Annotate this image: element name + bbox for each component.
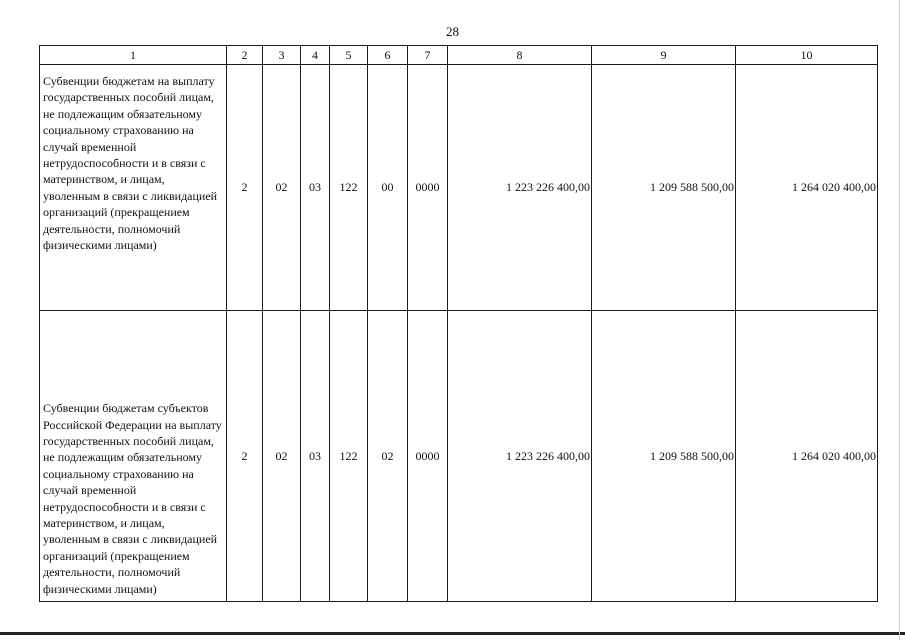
column-header-6: 6 xyxy=(368,46,408,65)
row-description: Субвенции бюджетам субъектов Российской Федерации на выплату государственных пособий лицам, не подлежащим обязательному социальному страхованию на случай временной нетрудоспособности и в связи с материнством, и лицам, уволенным в связи с ликвидацией организаций (прекращением деятельности, полномочий физическими лицами) xyxy=(40,311,227,602)
row-description: Субвенции бюджетам на выплату государственных пособий лицам, не подлежащим обязательному социальному страхованию на случай временной нетрудоспособности и в связи с материнством, и лицам, уволенным в связи с ликвидацией организаций (прекращением деятельности, полномочий физическими лицами) xyxy=(40,65,227,311)
row-cell-col3: 02 xyxy=(263,311,301,602)
row-cell-col3: 02 xyxy=(263,65,301,311)
row-amount-col10: 1 264 020 400,00 xyxy=(736,311,878,602)
row-cell-col7: 0000 xyxy=(408,311,448,602)
column-header-9: 9 xyxy=(592,46,736,65)
row-amount-col8: 1 223 226 400,00 xyxy=(448,311,592,602)
column-header-8: 8 xyxy=(448,46,592,65)
column-header-1: 1 xyxy=(40,46,227,65)
row-cell-col4: 03 xyxy=(301,311,330,602)
row-amount-col8: 1 223 226 400,00 xyxy=(448,65,592,311)
row-cell-col2: 2 xyxy=(227,65,263,311)
row-cell-col2: 2 xyxy=(227,311,263,602)
row-cell-col5: 122 xyxy=(330,311,368,602)
column-header-4: 4 xyxy=(301,46,330,65)
scan-bottom-edge xyxy=(0,632,905,635)
row-amount-col9: 1 209 588 500,00 xyxy=(592,65,736,311)
column-header-3: 3 xyxy=(263,46,301,65)
column-header-2: 2 xyxy=(227,46,263,65)
column-header-10: 10 xyxy=(736,46,878,65)
row-amount-col10: 1 264 020 400,00 xyxy=(736,65,878,311)
budget-table xyxy=(39,45,878,602)
row-amount-col9: 1 209 588 500,00 xyxy=(592,311,736,602)
header-row xyxy=(40,46,878,65)
row-cell-col7: 0000 xyxy=(408,65,448,311)
row-cell-col4: 03 xyxy=(301,65,330,311)
page-number: 28 xyxy=(446,24,459,39)
table-row xyxy=(40,65,878,311)
scan-right-edge xyxy=(899,0,900,640)
table-row xyxy=(40,311,878,602)
column-header-5: 5 xyxy=(330,46,368,65)
row-cell-col6: 02 xyxy=(368,311,408,602)
row-cell-col5: 122 xyxy=(330,65,368,311)
column-header-7: 7 xyxy=(408,46,448,65)
row-cell-col6: 00 xyxy=(368,65,408,311)
